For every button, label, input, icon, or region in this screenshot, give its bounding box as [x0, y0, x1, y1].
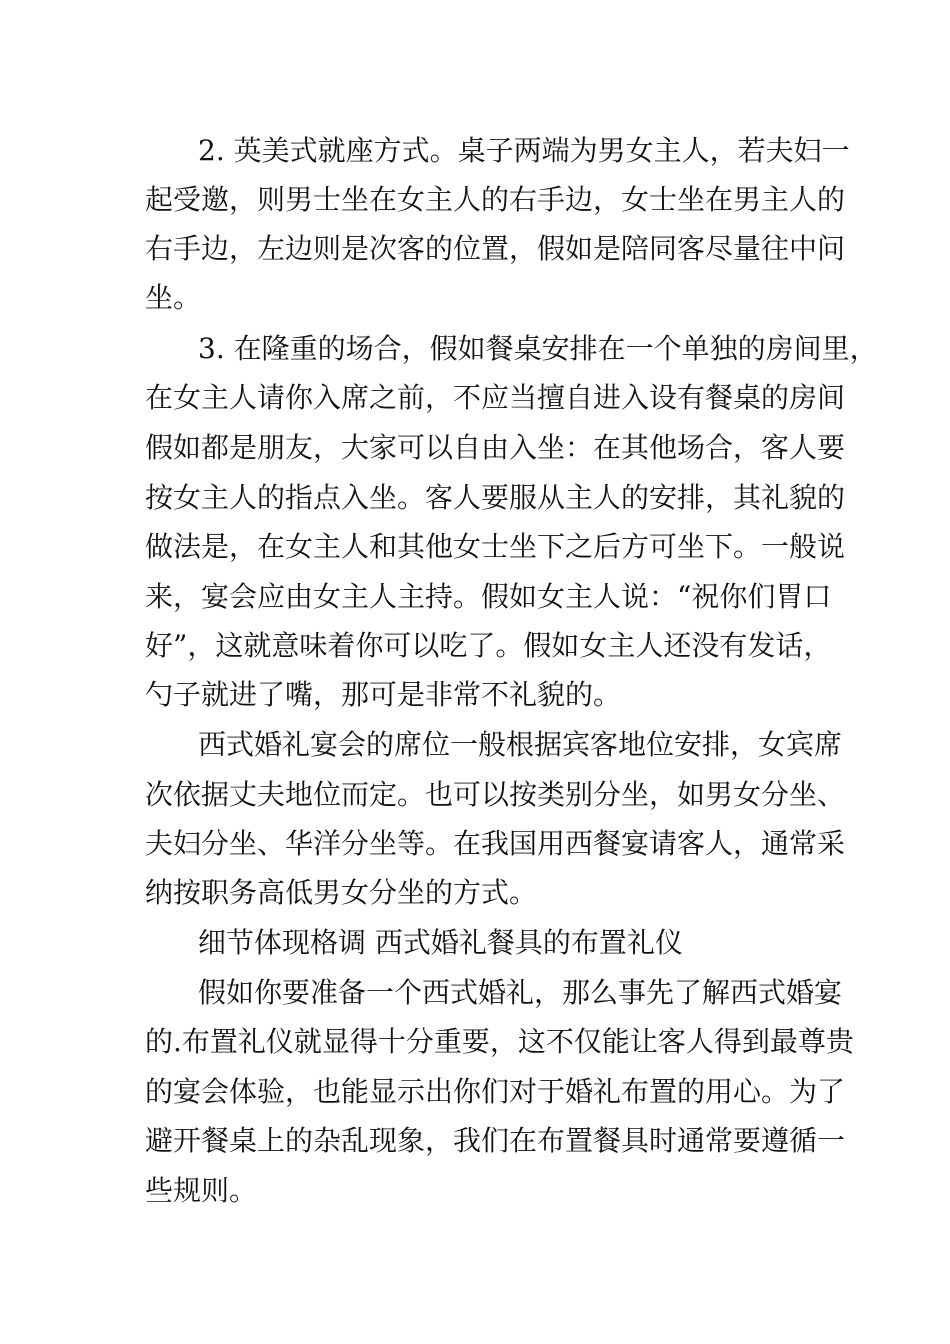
text-line: 的宴会体验，也能显示出你们对于婚礼布置的用心。为了 — [145, 1075, 846, 1108]
text-line: 假如都是朋友，大家可以自由入坐：在其他场合，客人要 — [145, 431, 846, 464]
text-line: 勺子就进了嘴，那可是非常不礼貌的。 — [145, 678, 622, 711]
text-line: 西式婚礼宴会的席位一般根据宾客地位安排，女宾席 — [198, 728, 843, 761]
text-line: 纳按职务高低男女分坐的方式。 — [145, 876, 538, 909]
text-line: 坐。 — [145, 281, 202, 314]
text-line: 起受邀，则男士坐在女主人的右手边，女士坐在男主人的 — [145, 183, 846, 216]
text-line: 次依据丈夫地位而定。也可以按类别分坐，如男女分坐、 — [145, 778, 846, 811]
text-line: 在女主人请你入席之前，不应当擅自进入设有餐桌的房间 — [145, 381, 846, 414]
text-line: 夫妇分坐、华洋分坐等。在我国用西餐宴请客人，通常采 — [145, 827, 846, 860]
text-line: 做法是，在女主人和其他女士坐下之后方可坐下。一般说 — [145, 530, 846, 563]
section-heading: 细节体现格调 西式婚礼餐具的布置礼仪 — [198, 926, 683, 959]
text-line: 按女主人的指点入坐。客人要服从主人的安排，其礼貌的 — [145, 481, 846, 514]
text-line: 2. 英美式就座方式。桌子两端为男女主人，若夫妇一 — [198, 134, 850, 167]
text-line: 来，宴会应由女主人主持。假如女主人说：“祝你们胃口 — [145, 580, 832, 613]
text-line: 避开餐桌上的杂乱现象，我们在布置餐具时通常要遵循一 — [145, 1124, 846, 1157]
text-line: 的.布置礼仪就显得十分重要，这不仅能让客人得到最尊贵 — [145, 1025, 854, 1058]
text-line: 3. 在隆重的场合，假如餐桌安排在一个单独的房间里， — [198, 332, 878, 365]
text-line: 好”，这就意味着你可以吃了。假如女主人还没有发话， — [145, 629, 832, 662]
text-line: 假如你要准备一个西式婚礼，那么事先了解西式婚宴 — [198, 976, 843, 1009]
text-line: 些规则。 — [145, 1174, 258, 1207]
text-line: 右手边，左边则是次客的位置，假如是陪同客尽量往中问 — [145, 232, 846, 265]
